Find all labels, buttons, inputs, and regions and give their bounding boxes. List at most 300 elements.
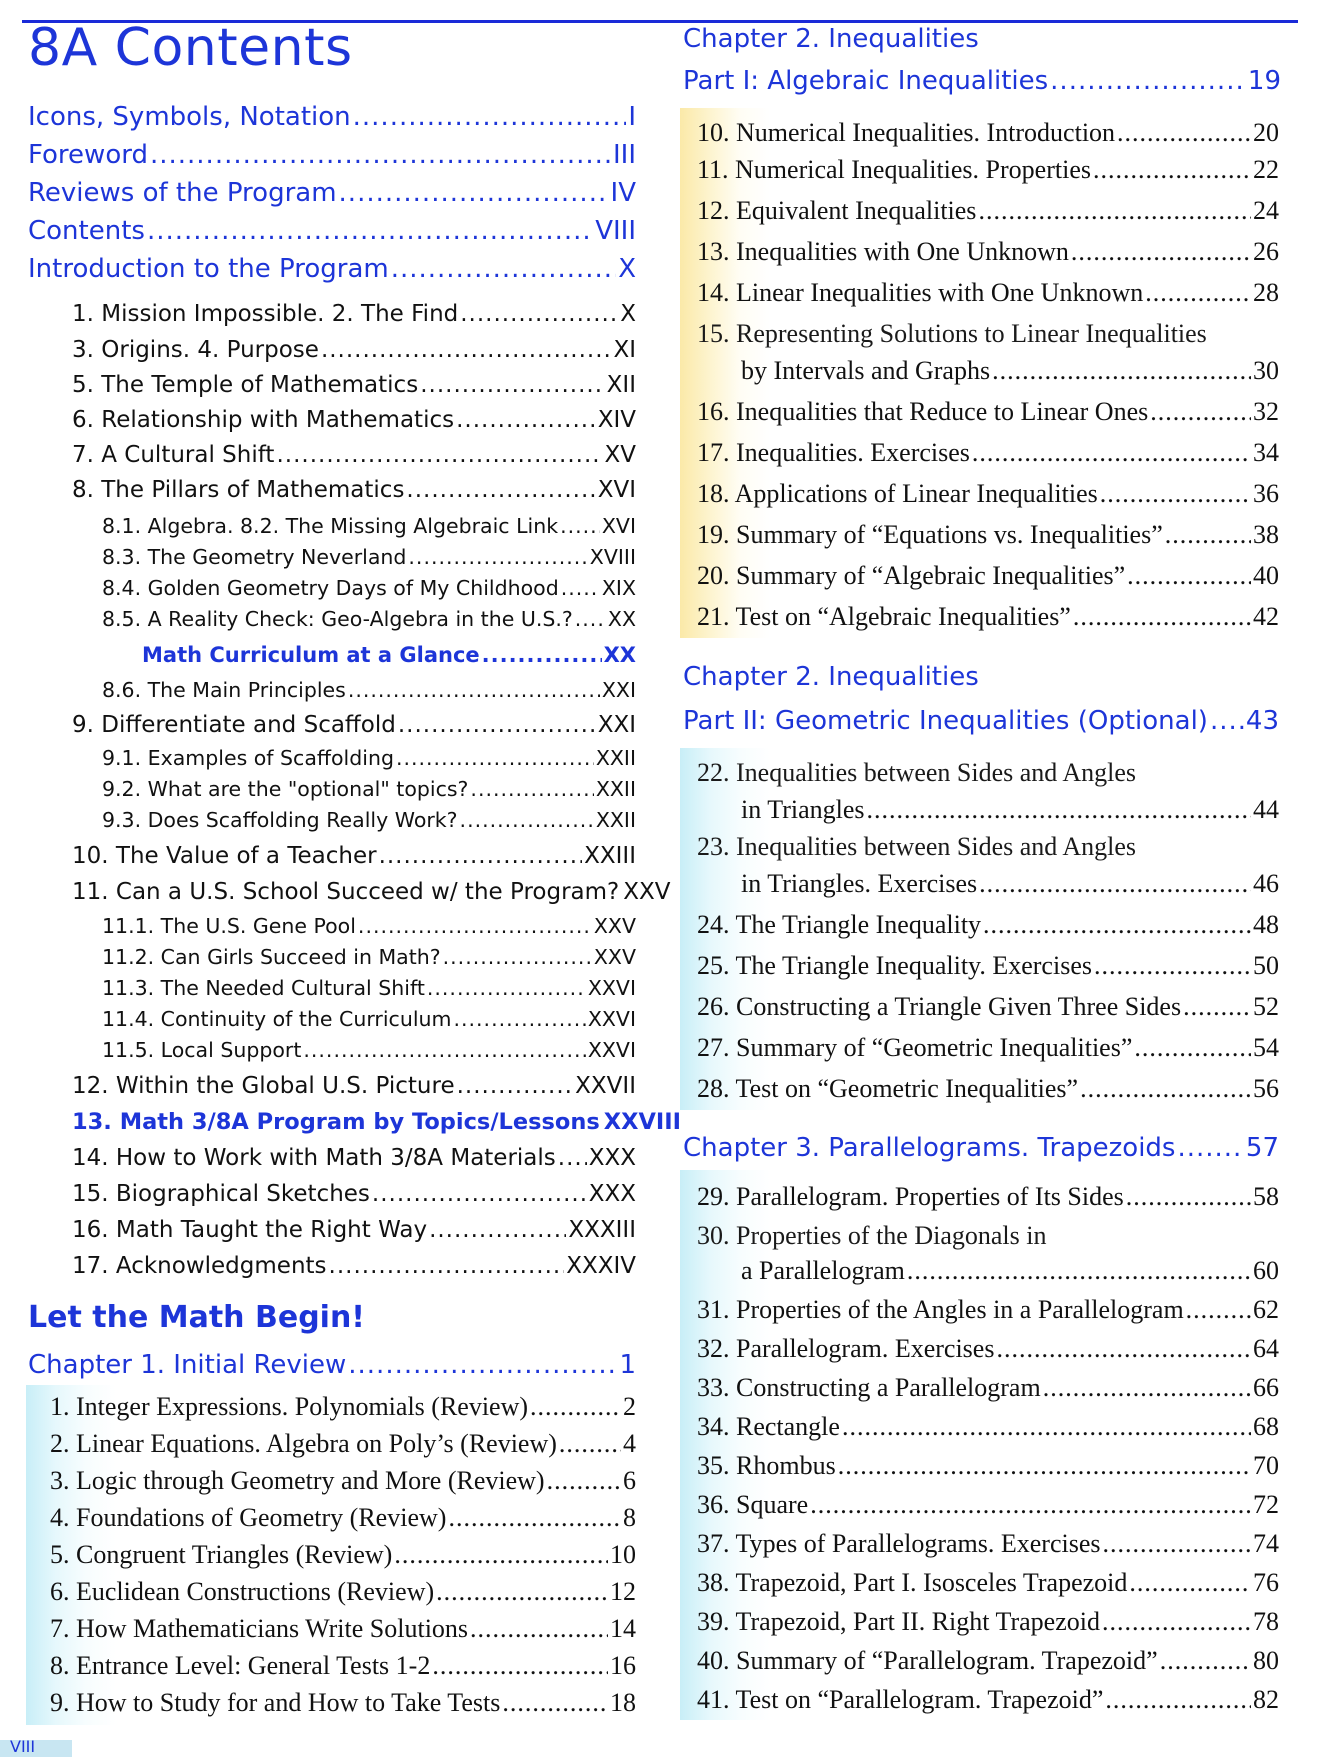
toc-label: 33. Constructing a Parallelogram <box>697 1373 1041 1402</box>
toc-page-number: XVI <box>597 477 636 503</box>
chapter1-lesson[interactable] <box>50 1429 636 1459</box>
toc-label: 11. Can a U.S. School Succeed w/ the Program? <box>72 879 620 905</box>
leader-dots <box>1093 155 1251 185</box>
leader-dots <box>321 337 612 363</box>
toc-label: 36. Square <box>697 1490 809 1519</box>
toc-page-number: XV <box>604 442 636 468</box>
toc-page-number: XXXIII <box>568 1217 636 1243</box>
toc-page-number: 56 <box>1253 1074 1279 1103</box>
toc-page-number: XXV <box>623 879 671 905</box>
toc-page-number: XXI <box>601 678 636 702</box>
leader-dots <box>1080 1074 1251 1104</box>
toc-label: 27. Summary of “Geometric Inequalities” <box>697 1033 1133 1062</box>
toc-label: 11.2. Can Girls Succeed in Math? <box>102 945 441 969</box>
front-matter-entry[interactable] <box>28 140 636 170</box>
toc-label: 10. Numerical Inequalities. Introduction <box>697 118 1116 147</box>
leader-dots <box>810 1490 1251 1520</box>
toc-page-number: XVIII <box>589 545 636 569</box>
leader-dots <box>372 1181 587 1207</box>
toc-label: 19. Summary of “Equations vs. Inequalities” <box>697 520 1163 549</box>
leader-dots <box>460 301 618 327</box>
leader-dots <box>406 477 595 503</box>
leader-dots <box>1102 1529 1251 1559</box>
leader-dots <box>1186 1295 1251 1325</box>
toc-page-number: 54 <box>1253 1033 1279 1062</box>
toc-page-number: X <box>620 301 636 327</box>
chapter1-lesson[interactable] <box>50 1614 636 1644</box>
toc-page-number: 60 <box>1253 1256 1279 1285</box>
intro-entry[interactable] <box>72 407 636 433</box>
toc-label: 38. Trapezoid, Part I. Isosceles Trapezoid <box>697 1568 1128 1597</box>
toc-page-number: 6 <box>623 1466 636 1495</box>
toc-page-number: 10 <box>610 1540 636 1569</box>
leader-dots <box>456 407 596 433</box>
toc-label: 1. Mission Impossible. 2. The Find <box>72 301 459 327</box>
leader-dots <box>1100 479 1251 509</box>
toc-page-number: 16 <box>610 1651 636 1680</box>
toc-page-number: XXV <box>593 945 636 969</box>
toc-page-number: 42 <box>1253 602 1279 631</box>
chapter3-lesson[interactable] <box>697 1646 1279 1676</box>
toc-label: 10. The Value of a Teacher <box>72 843 377 869</box>
toc-label: 25. The Triangle Inequality. Exercises <box>697 951 1092 980</box>
toc-label: 9.2. What are the "optional" topics? <box>102 777 469 801</box>
toc-label: 15. Biographical Sketches <box>72 1181 370 1207</box>
tail-entry[interactable] <box>72 1181 636 1207</box>
leader-dots <box>329 1253 565 1279</box>
lesson15-line1[interactable]: 15. Representing Solutions to Linear Inequalities <box>697 319 1207 348</box>
toc-page-number: 32 <box>1253 397 1279 426</box>
math-glance-entry[interactable] <box>142 643 636 667</box>
toc-page-number: XXVI <box>587 976 636 1000</box>
toc-label: 16. Inequalities that Reduce to Linear Ones <box>697 397 1149 426</box>
pillars-subentry[interactable] <box>102 545 636 569</box>
toc-label: 11.5. Local Support <box>102 1038 302 1062</box>
leader-dots <box>992 356 1251 386</box>
chapter1-lesson[interactable] <box>50 1540 636 1570</box>
leader-dots <box>1050 66 1246 96</box>
toc-label: 13. Inequalities with One Unknown <box>697 237 1069 266</box>
toc-page-number: XXVII <box>575 1073 636 1099</box>
leader-dots <box>575 607 606 631</box>
toc-page-number: XXXIV <box>566 1253 636 1279</box>
chapter3-lesson[interactable] <box>697 1607 1279 1637</box>
toc-page-number: XIX <box>601 576 636 600</box>
toc-label: 37. Types of Parallelograms. Exercises <box>697 1529 1101 1558</box>
leader-dots <box>1210 706 1244 736</box>
chapter1-lesson[interactable] <box>50 1651 636 1681</box>
toc-label: Reviews of the Program <box>28 178 337 208</box>
chapter2b-lesson[interactable] <box>697 1033 1279 1063</box>
toc-page-number: VIII <box>595 216 636 246</box>
toc-page-number: XXIII <box>584 843 636 869</box>
tail-entry[interactable] <box>72 1217 636 1243</box>
chapter2a-lesson[interactable] <box>697 155 1279 185</box>
leader-dots <box>303 1038 585 1062</box>
toc-label: 14. Linear Inequalities with One Unknown <box>697 278 1144 307</box>
toc-page-number: 76 <box>1253 1568 1279 1597</box>
leader-dots <box>1094 951 1251 981</box>
succeed-subentry[interactable] <box>102 945 636 969</box>
chapter1-lesson[interactable] <box>50 1392 636 1422</box>
front-matter-entry[interactable] <box>28 254 636 284</box>
leader-dots <box>1134 1033 1251 1063</box>
leader-dots <box>979 869 1251 899</box>
toc-label: 24. The Triangle Inequality <box>697 910 982 939</box>
chapter3-lesson[interactable] <box>697 1568 1279 1598</box>
leader-dots <box>561 576 600 600</box>
chapter2a-part-entry[interactable] <box>683 66 1281 96</box>
toc-page-number: 80 <box>1253 1646 1279 1675</box>
toc-page-number: XXVI <box>587 1007 636 1031</box>
leader-dots <box>470 777 593 801</box>
chapter2b-lesson[interactable] <box>697 992 1279 1022</box>
toc-page-number: 82 <box>1253 1685 1279 1714</box>
lesson22-line2[interactable] <box>741 795 1279 825</box>
toc-label: 28. Test on “Geometric Inequalities” <box>697 1074 1079 1103</box>
leader-dots <box>1150 397 1251 427</box>
toc-page-number: XXII <box>595 808 636 832</box>
chapter2a-lesson[interactable] <box>697 397 1279 427</box>
toc-label: 8. The Pillars of Mathematics <box>72 477 405 503</box>
toc-page-number: 8 <box>623 1503 636 1532</box>
chapter3-lesson[interactable] <box>697 1412 1279 1442</box>
chapter3-heading[interactable] <box>683 1133 1279 1163</box>
toc-label: 8.1. Algebra. 8.2. The Missing Algebraic Link <box>102 514 559 538</box>
intro-entry[interactable] <box>72 442 636 468</box>
leader-dots <box>147 216 593 246</box>
toc-label: 39. Trapezoid, Part II. Right Trapezoid <box>697 1607 1100 1636</box>
leader-dots <box>547 1466 621 1496</box>
toc-label: 16. Math Taught the Right Way <box>72 1217 428 1243</box>
leader-dots <box>398 712 596 738</box>
leader-dots <box>391 254 616 284</box>
leader-dots <box>1160 1646 1251 1676</box>
toc-page-number: 70 <box>1253 1451 1279 1480</box>
tail-entry[interactable] <box>72 1145 636 1171</box>
scaffold-subentry[interactable] <box>102 746 636 770</box>
leader-dots <box>1073 602 1251 632</box>
toc-page-number: 48 <box>1253 910 1279 939</box>
toc-label: 40. Summary of “Parallelogram. Trapezoid” <box>697 1646 1158 1675</box>
toc-page-number: 40 <box>1253 561 1279 590</box>
toc-page-number: 66 <box>1253 1373 1279 1402</box>
toc-label: in Triangles <box>741 795 865 824</box>
toc-label: 8. Entrance Level: General Tests 1-2 <box>50 1651 431 1680</box>
chapter2a-lesson[interactable] <box>697 602 1279 632</box>
chapter2a-lesson[interactable] <box>697 520 1279 550</box>
leader-dots <box>559 1429 621 1459</box>
leader-dots <box>867 795 1251 825</box>
toc-page-number: XXI <box>597 712 636 738</box>
page-title: 8A Contents <box>28 18 353 78</box>
toc-page-number: 24 <box>1253 196 1279 225</box>
leader-dots <box>1183 992 1251 1022</box>
toc-label: 4. Foundations of Geometry (Review) <box>50 1503 447 1532</box>
chapter3-lesson[interactable] <box>697 1334 1279 1364</box>
toc-label: 11. Numerical Inequalities. Properties <box>697 155 1091 184</box>
chapter2a-lesson[interactable] <box>697 438 1279 468</box>
toc-page-number: XVI <box>601 514 636 538</box>
toc-page-number: 12 <box>610 1577 636 1606</box>
chapter1-lesson[interactable] <box>50 1466 636 1496</box>
intro-entry[interactable] <box>72 301 636 327</box>
differentiate-entry[interactable] <box>72 712 636 738</box>
leader-dots <box>996 1334 1251 1364</box>
toc-page-number: 26 <box>1253 237 1279 266</box>
chapter2b-heading: Chapter 2. Inequalities <box>683 662 979 692</box>
toc-page-number: 44 <box>1253 795 1279 824</box>
toc-label: Introduction to the Program <box>28 254 389 284</box>
toc-page-number: 4 <box>623 1429 636 1458</box>
leader-dots <box>1071 237 1251 267</box>
leader-dots <box>379 843 583 869</box>
toc-page-number: 30 <box>1253 356 1279 385</box>
leader-dots <box>396 746 594 770</box>
toc-label: 12. Equivalent Inequalities <box>697 196 977 225</box>
toc-label: 18. Applications of Linear Inequalities <box>697 479 1098 508</box>
toc-page-number: 62 <box>1253 1295 1279 1324</box>
toc-page-number: 14 <box>610 1614 636 1643</box>
chapter3-lesson[interactable] <box>697 1295 1279 1325</box>
toc-label: 3. Origins. 4. Purpose <box>72 337 319 363</box>
chapter2a-lesson[interactable] <box>697 237 1279 267</box>
leader-dots <box>448 1503 621 1533</box>
toc-page-number: 36 <box>1253 479 1279 508</box>
chapter3-lesson[interactable] <box>697 1529 1279 1559</box>
toc-page-number: XXX <box>588 1145 636 1171</box>
front-matter-entry[interactable] <box>28 178 636 208</box>
intro-entry[interactable] <box>72 337 636 363</box>
toc-label: 7. A Cultural Shift <box>72 442 275 468</box>
leader-dots <box>460 808 594 832</box>
toc-label: 26. Constructing a Triangle Given Three Sides <box>697 992 1182 1021</box>
leader-dots <box>1127 561 1251 591</box>
leader-dots <box>436 1577 608 1607</box>
leader-dots <box>348 1350 617 1380</box>
chapter2a-lesson[interactable] <box>697 118 1279 148</box>
leader-dots <box>453 1007 585 1031</box>
principles-entry[interactable] <box>102 678 636 702</box>
leader-dots <box>1165 520 1251 550</box>
toc-page-number: XIV <box>597 407 636 433</box>
toc-label: Chapter 3. Parallelograms. Trapezoids <box>683 1133 1176 1163</box>
chapter2a-lesson[interactable] <box>697 479 1279 509</box>
chapter2b-part-entry[interactable] <box>683 706 1279 736</box>
toc-label: 8.6. The Main Principles <box>102 678 346 702</box>
toc-label: 20. Summary of “Algebraic Inequalities” <box>697 561 1126 590</box>
toc-page-number: 58 <box>1253 1182 1279 1211</box>
leader-dots <box>443 945 592 969</box>
toc-label: 34. Rectangle <box>697 1412 840 1441</box>
tail-entry[interactable] <box>72 1253 636 1279</box>
lesson23-line1[interactable]: 23. Inequalities between Sides and Angles <box>697 832 1137 861</box>
leader-dots <box>420 372 604 398</box>
toc-label: 8.3. The Geometry Neverland <box>102 545 407 569</box>
toc-page-number: X <box>618 254 636 284</box>
toc-page-number: III <box>612 140 636 170</box>
toc-label: 6. Relationship with Mathematics <box>72 407 455 433</box>
toc-label: 9.1. Examples of Scaffolding <box>102 746 394 770</box>
toc-page-number: 46 <box>1253 869 1279 898</box>
leader-dots <box>838 1451 1251 1481</box>
chapter1-lesson[interactable] <box>50 1577 636 1607</box>
toc-label: 12. Within the Global U.S. Picture <box>72 1073 455 1099</box>
toc-label: Icons, Symbols, Notation <box>28 102 351 132</box>
toc-page-number: 18 <box>610 1688 636 1717</box>
chapter1-lesson[interactable] <box>50 1503 636 1533</box>
leader-dots <box>1117 118 1251 148</box>
leader-dots <box>150 140 611 170</box>
toc-label: 17. Acknowledgments <box>72 1253 327 1279</box>
toc-label: 11.3. The Needed Cultural Shift <box>102 976 425 1000</box>
toc-label: 41. Test on “Parallelogram. Trapezoid” <box>697 1685 1104 1714</box>
leader-dots <box>842 1412 1251 1442</box>
chapter3-lesson[interactable] <box>697 1490 1279 1520</box>
leader-dots <box>558 1145 587 1171</box>
chapter2b-lesson[interactable] <box>697 951 1279 981</box>
pillars-subentry[interactable] <box>102 514 636 538</box>
toc-label: Foreword <box>28 140 148 170</box>
toc-label: a Parallelogram <box>741 1256 905 1285</box>
toc-label: by Intervals and Graphs <box>741 356 991 385</box>
toc-page-number: 64 <box>1253 1334 1279 1363</box>
front-matter-entry[interactable] <box>28 102 636 132</box>
teacher-entry[interactable] <box>72 843 636 869</box>
leader-dots <box>1145 278 1251 308</box>
leader-dots <box>276 442 602 468</box>
leader-dots <box>348 678 600 702</box>
leader-dots <box>1177 1133 1243 1163</box>
toc-page-number: 19 <box>1247 66 1281 96</box>
toc-label: 9. How to Study for and How to Take Tests <box>50 1688 501 1717</box>
toc-label: 9. Differentiate and Scaffold <box>72 712 396 738</box>
front-matter-entry[interactable] <box>28 216 636 246</box>
toc-page-number: I <box>628 102 636 132</box>
toc-page-number: 22 <box>1253 155 1279 184</box>
toc-page-number: XXV <box>593 914 636 938</box>
toc-label: in Triangles. Exercises <box>741 869 978 898</box>
chapter3-lesson[interactable] <box>697 1182 1279 1212</box>
leader-dots <box>983 910 1251 940</box>
succeed-subentry[interactable] <box>102 1007 636 1031</box>
toc-page-number: 74 <box>1253 1529 1279 1558</box>
succeed-entry[interactable] <box>72 879 671 905</box>
global-entry[interactable] <box>72 1073 636 1099</box>
lesson23-line2[interactable] <box>741 869 1279 899</box>
toc-page-number: XX <box>603 643 636 667</box>
leader-dots <box>353 102 627 132</box>
toc-page-number: 1 <box>619 1350 636 1380</box>
toc-page-number: 57 <box>1245 1133 1279 1163</box>
leader-dots <box>560 514 600 538</box>
lesson22-line1[interactable]: 22. Inequalities between Sides and Angles <box>697 758 1137 787</box>
scaffold-subentry[interactable] <box>102 777 636 801</box>
toc-label: Math Curriculum at a Glance <box>142 643 480 667</box>
toc-page-number: 28 <box>1253 278 1279 307</box>
lesson30-line1[interactable]: 30. Properties of the Diagonals in <box>697 1221 1047 1250</box>
succeed-subentry[interactable] <box>102 1038 636 1062</box>
chapter1-lesson[interactable] <box>50 1688 636 1718</box>
chapter2b-lesson[interactable] <box>697 910 1279 940</box>
toc-page-number: 38 <box>1253 520 1279 549</box>
toc-label: 8.4. Golden Geometry Days of My Childhood <box>102 576 559 600</box>
toc-page-number: 50 <box>1253 951 1279 980</box>
leader-dots <box>1105 1685 1251 1715</box>
toc-page-number: IV <box>610 178 636 208</box>
chapter2a-lesson[interactable] <box>697 278 1279 308</box>
toc-label: 1. Integer Expressions. Polynomials (Review) <box>50 1392 529 1421</box>
toc-page-number: 52 <box>1253 992 1279 1021</box>
leader-dots <box>978 196 1251 226</box>
toc-label: 5. Congruent Triangles (Review) <box>50 1540 393 1569</box>
toc-label: 17. Inequalities. Exercises <box>697 438 970 467</box>
chapter3-band <box>680 1170 1300 1720</box>
toc-page-number: XI <box>613 337 636 363</box>
intro-entry[interactable] <box>72 477 636 503</box>
leader-dots <box>427 976 586 1000</box>
toc-label: Chapter 1. Initial Review <box>28 1350 347 1380</box>
chapter2b-lesson[interactable] <box>697 1074 1279 1104</box>
toc-label: 14. How to Work with Math 3/8A Materials <box>72 1145 556 1171</box>
intro-entry[interactable] <box>72 372 636 398</box>
toc-label: 11.1. The U.S. Gene Pool <box>102 914 356 938</box>
chapter2a-lesson[interactable] <box>697 561 1279 591</box>
toc-label: 2. Linear Equations. Algebra on Poly’s (Review) <box>50 1429 557 1458</box>
toc-page-number: XXII <box>595 746 636 770</box>
toc-page-number: XXVI <box>587 1038 636 1062</box>
leader-dots <box>394 1540 608 1570</box>
chapter3-lesson[interactable] <box>697 1685 1279 1715</box>
pillars-subentry[interactable] <box>102 607 636 631</box>
toc-page-number: 20 <box>1253 118 1279 147</box>
leader-dots <box>358 914 592 938</box>
toc-label: 11.4. Continuity of the Curriculum <box>102 1007 452 1031</box>
toc-page-number: 68 <box>1253 1412 1279 1441</box>
lesson30-line2[interactable] <box>741 1256 1279 1286</box>
page-marker: VIII <box>10 1738 36 1756</box>
leader-dots <box>1043 1373 1251 1403</box>
toc-page-number: 2 <box>623 1392 636 1421</box>
chapter2a-lesson[interactable] <box>697 196 1279 226</box>
toc-label: Part II: Geometric Inequalities (Optional) <box>683 706 1208 736</box>
succeed-subentry[interactable] <box>102 976 636 1000</box>
leader-dots <box>408 545 587 569</box>
leader-dots <box>1126 1182 1251 1212</box>
toc-page-number: 34 <box>1253 438 1279 467</box>
chapter2a-heading: Chapter 2. Inequalities <box>683 24 979 54</box>
leader-dots <box>429 1217 566 1243</box>
leader-dots <box>432 1651 608 1681</box>
toc-page-number: XXX <box>588 1181 636 1207</box>
chapter1-heading[interactable] <box>28 1350 636 1380</box>
succeed-subentry[interactable] <box>102 914 636 938</box>
lesson15-line2[interactable] <box>741 356 1279 386</box>
chapter3-lesson[interactable] <box>697 1451 1279 1481</box>
leader-dots <box>470 1614 608 1644</box>
leader-dots <box>1102 1607 1251 1637</box>
pillars-subentry[interactable] <box>102 576 636 600</box>
scaffold-subentry[interactable] <box>102 808 636 832</box>
topics-entry[interactable] <box>72 1109 682 1135</box>
toc-label: 5. The Temple of Mathematics <box>72 372 419 398</box>
leader-dots <box>339 178 609 208</box>
toc-label: 7. How Mathematicians Write Solutions <box>50 1614 469 1643</box>
chapter3-lesson[interactable] <box>697 1373 1279 1403</box>
toc-label: 29. Parallelogram. Properties of Its Sides <box>697 1182 1124 1211</box>
toc-page-number: XXII <box>595 777 636 801</box>
leader-dots <box>972 438 1251 468</box>
